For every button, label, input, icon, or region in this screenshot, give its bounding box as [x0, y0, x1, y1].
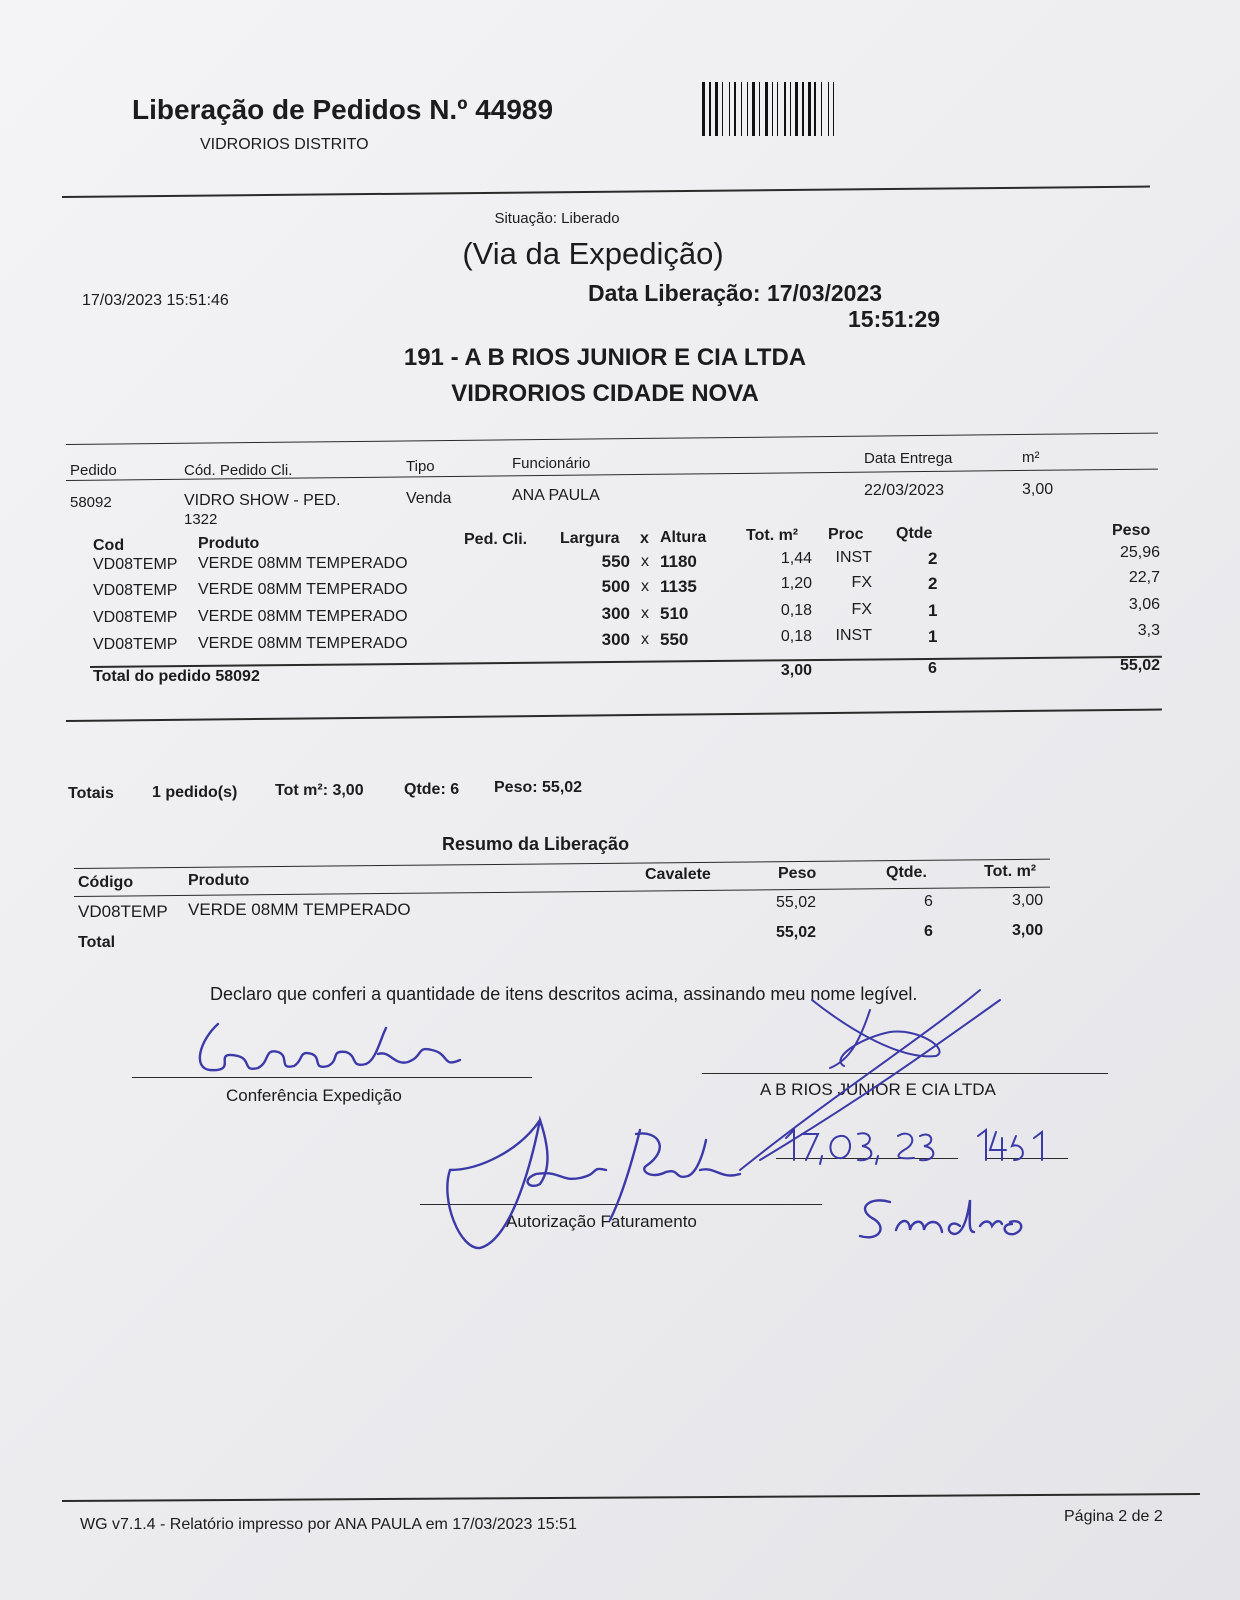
item-peso: 25,96: [1119, 544, 1160, 561]
summary-col-produto: Produto: [188, 872, 250, 889]
item-largura: 500: [601, 577, 630, 597]
document-title: Liberação de Pedidos N.º 44989: [132, 94, 554, 125]
item-proc: INST: [835, 627, 872, 645]
item-altura: 1180: [660, 552, 697, 571]
barcode-bar: [741, 82, 742, 136]
barcode-bar: [787, 82, 788, 136]
item-tot-m2: 1,44: [780, 550, 812, 567]
issuer-company: VIDRORIOS DISTRITO: [200, 136, 369, 153]
barcode-bar: [722, 82, 723, 136]
barcode-bar: [747, 82, 748, 136]
copy-type: (Via da Expedição): [462, 236, 724, 271]
totals-label: Totais: [68, 785, 114, 802]
order-total-qtde: 6: [928, 660, 937, 677]
totals-m2: Tot m²: 3,00: [275, 782, 364, 799]
col-data-entrega: Data Entrega: [864, 450, 953, 467]
item-cod: VD08TEMP: [93, 582, 178, 599]
barcode-bar: [702, 82, 705, 136]
items-col-x: x: [640, 530, 649, 547]
barcode-bar: [759, 82, 760, 136]
barcode-bar: [707, 82, 708, 136]
item-peso: 3,06: [1128, 595, 1160, 613]
summary-row-peso: 55,02: [776, 894, 817, 911]
order-client-code-line2: 1322: [184, 511, 218, 528]
handwritten-date: [780, 1120, 1080, 1170]
summary-title: Resumo da Liberação: [442, 834, 630, 854]
order-total-m2: 3,00: [780, 662, 812, 679]
item-peso: 22,7: [1128, 569, 1160, 587]
summary-total-label: Total: [78, 934, 116, 951]
summary-row-codigo: VD08TEMP: [78, 902, 168, 921]
item-tot-m2: 0,18: [780, 628, 812, 646]
barcode-bar: [712, 82, 713, 136]
item-qtde: 2: [928, 549, 938, 568]
barcode-bar: [769, 82, 770, 136]
barcode-bar: [800, 82, 801, 136]
barcode-bar: [752, 82, 755, 136]
handwritten-signature-ana-paula: [440, 1110, 780, 1260]
barcode-bar: [737, 82, 740, 136]
barcode-bar: [709, 82, 711, 136]
col-m2: m²: [1022, 449, 1040, 466]
barcode-bar: [836, 82, 839, 136]
declaration-text: Declaro que conferi a quantidade de itens descritos acima, assinando meu nome legível.: [210, 984, 918, 1004]
handwritten-signature-leonardo: [180, 1010, 480, 1090]
client-name: 191 - A B RIOS JUNIOR E CIA LTDA: [403, 344, 807, 371]
summary-row-produto: VERDE 08MM TEMPERADO: [188, 900, 411, 919]
summary-col-cavalete: Cavalete: [645, 866, 711, 883]
summary-col-codigo: Código: [78, 874, 134, 891]
barcode-bar: [821, 82, 822, 136]
item-proc: INST: [835, 549, 872, 566]
item-x: x: [641, 578, 649, 596]
items-col-ped-cli: Ped. Cli.: [464, 531, 528, 548]
items-total-rule: [90, 656, 1162, 668]
item-altura: 550: [660, 630, 689, 650]
barcode-bar: [719, 82, 721, 136]
item-tot-m2: 1,20: [780, 575, 812, 593]
item-produto: VERDE 08MM TEMPERADO: [198, 555, 408, 572]
item-largura: 550: [601, 552, 630, 571]
item-produto: VERDE 08MM TEMPERADO: [198, 608, 408, 625]
item-x: x: [641, 604, 649, 622]
barcode-bar: [814, 82, 816, 136]
item-qtde: 2: [928, 574, 938, 594]
col-cod-pedido-cli: Cód. Pedido Cli.: [184, 462, 293, 479]
barcode-bar: [818, 82, 820, 136]
signature-label-autorizacao: Autorização Faturamento: [506, 1212, 697, 1231]
col-pedido: Pedido: [70, 462, 117, 479]
barcode-bar: [715, 82, 718, 136]
status-label: Situação: Liberado: [494, 210, 620, 227]
barcode-bar: [734, 82, 736, 136]
barcode-bar: [792, 82, 794, 136]
totals-qtde: Qtde: 6: [404, 781, 460, 798]
barcode: [702, 82, 894, 136]
item-produto: VERDE 08MM TEMPERADO: [198, 581, 408, 598]
order-client-code-line1: VIDRO SHOW - PED.: [184, 492, 341, 509]
barcode-bar: [795, 82, 798, 136]
release-date: Data Liberação: 17/03/2023: [588, 280, 883, 306]
items-col-altura: Altura: [660, 529, 707, 546]
barcode-bar: [777, 82, 778, 136]
item-qtde: 1: [928, 600, 938, 620]
totals-peso: Peso: 55,02: [494, 779, 583, 796]
header-divider: [62, 186, 1150, 198]
barcode-bar: [729, 82, 730, 136]
signature-label-client: A B RIOS JUNIOR E CIA LTDA: [760, 1080, 996, 1099]
barcode-bar: [828, 82, 829, 136]
totals-orders: 1 pedido(s): [152, 784, 238, 801]
item-x: x: [641, 553, 649, 570]
summary-col-tot-m2: Tot. m²: [984, 863, 1037, 880]
barcode-bar: [772, 82, 773, 136]
barcode-bar: [765, 82, 768, 136]
item-tot-m2: 0,18: [780, 601, 812, 619]
summary-total-peso: 55,02: [776, 924, 817, 941]
item-proc: FX: [851, 600, 872, 618]
items-col-qtde: Qtde: [896, 525, 933, 542]
item-proc: FX: [851, 574, 872, 592]
order-total-peso: 55,02: [1119, 657, 1160, 674]
item-cod: VD08TEMP: [93, 636, 178, 653]
barcode-bar: [774, 82, 776, 136]
items-col-produto: Produto: [198, 535, 260, 552]
item-qtde: 1: [928, 627, 938, 647]
footer-rule: [62, 1493, 1200, 1502]
barcode-bar: [731, 82, 732, 136]
barcode-bar: [725, 82, 728, 136]
items-col-tot-m2: Tot. m²: [746, 527, 799, 544]
items-col-largura: Largura: [560, 530, 620, 547]
summary-row-qtde: 6: [924, 893, 933, 910]
order-number: 58092: [70, 494, 112, 511]
summary-total-tot-m2: 3,00: [1012, 922, 1044, 939]
print-timestamp: 17/03/2023 15:51:46: [82, 292, 229, 309]
summary-col-peso: Peso: [778, 865, 817, 882]
col-tipo: Tipo: [406, 458, 435, 475]
barcode-bar: [762, 82, 764, 136]
client-branch: VIDRORIOS CIDADE NOVA: [451, 380, 759, 407]
barcode-bar: [823, 82, 826, 136]
barcode-bar: [780, 82, 783, 136]
barcode-bar: [802, 82, 804, 136]
item-altura: 510: [660, 603, 689, 623]
items-col-peso: Peso: [1112, 522, 1151, 539]
item-altura: 1135: [660, 577, 697, 597]
handwritten-signature-sandro: [850, 1190, 1050, 1250]
barcode-bar: [830, 82, 832, 136]
item-largura: 300: [601, 630, 630, 650]
barcode-bar: [808, 82, 811, 136]
order-type: Venda: [406, 490, 452, 507]
summary-row-tot-m2: 3,00: [1012, 892, 1044, 909]
item-peso: 3,3: [1137, 622, 1160, 640]
barcode-bar: [784, 82, 786, 136]
barcode-bar: [756, 82, 758, 136]
barcode-bar: [790, 82, 791, 136]
order-delivery-date: 22/03/2023: [864, 482, 945, 499]
order-section-bottom-rule: [66, 709, 1162, 722]
barcode-bar: [749, 82, 750, 136]
order-total-label: Total do pedido 58092: [93, 668, 260, 685]
page-number: Página 2 de 2: [1064, 1508, 1163, 1525]
item-x: x: [641, 631, 649, 649]
barcode-bar: [812, 82, 813, 136]
col-funcionario: Funcionário: [512, 455, 591, 472]
order-employee: ANA PAULA: [512, 487, 600, 504]
footer-print-info: WG v7.1.4 - Relatório impresso por ANA PAULA em 17/03/2023 15:51: [80, 1516, 577, 1533]
item-cod: VD08TEMP: [93, 556, 178, 573]
item-cod: VD08TEMP: [93, 609, 178, 626]
release-time: 15:51:29: [848, 306, 941, 332]
items-col-cod: Cod: [93, 537, 125, 554]
barcode-bar: [833, 82, 834, 136]
items-col-proc: Proc: [828, 526, 864, 543]
barcode-bar: [805, 82, 806, 136]
order-m2: 3,00: [1022, 481, 1054, 498]
summary-col-qtde: Qtde.: [886, 864, 927, 881]
item-largura: 300: [601, 603, 630, 623]
summary-total-qtde: 6: [924, 923, 933, 940]
signature-label-conferencia: Conferência Expedição: [226, 1086, 402, 1105]
barcode-bar: [744, 82, 746, 136]
order-table-top-rule: [66, 433, 1158, 445]
item-produto: VERDE 08MM TEMPERADO: [198, 635, 408, 652]
